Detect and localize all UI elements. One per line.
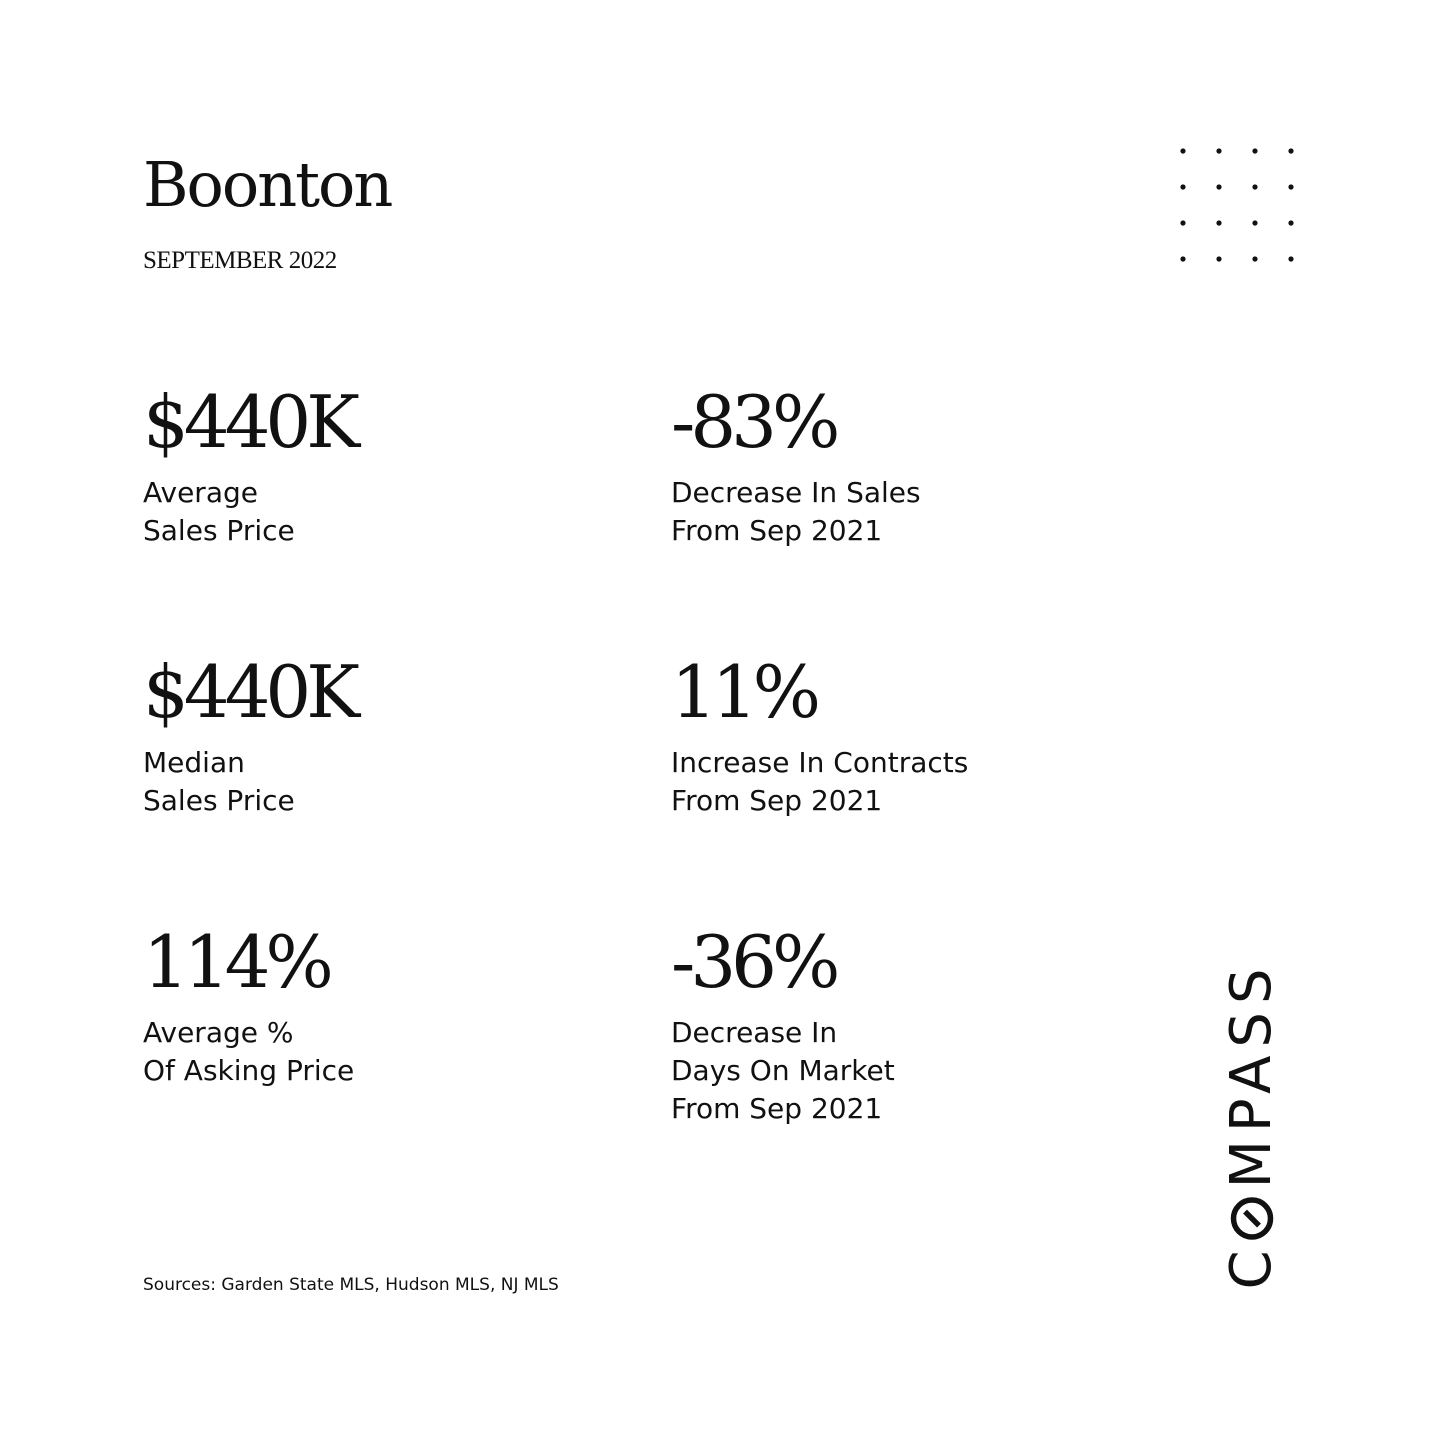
stat-label: Average Sales Price (143, 476, 295, 547)
page-subtitle: SEPTEMBER 2022 (143, 247, 337, 274)
stat-label: Median Sales Price (143, 746, 295, 817)
logo-suffix: MPASS (1219, 960, 1284, 1189)
stat-value: 114% (143, 920, 329, 1004)
stat-days-on-market-change (671, 922, 895, 1128)
dot-grid-decoration (1174, 142, 1300, 268)
stat-label: Decrease In Days On Market From Sep 2021 (671, 1016, 895, 1125)
stat-average-sales-price (143, 382, 355, 550)
stat-label: Increase In Contracts From Sep 2021 (671, 746, 969, 817)
stat-value: -83% (671, 380, 836, 464)
stat-value: $440K (143, 650, 356, 734)
stat-label: Decrease In Sales From Sep 2021 (671, 476, 921, 547)
stat-value: $440K (143, 380, 356, 464)
compass-o-icon (1230, 1196, 1274, 1240)
stat-sales-change (671, 382, 921, 550)
stat-value: -36% (671, 920, 836, 1004)
stat-asking-price-ratio (143, 922, 354, 1090)
sources-note: Sources: Garden State MLS, Hudson MLS, NJ MLS (143, 1275, 559, 1295)
stat-contracts-change (671, 652, 968, 820)
logo-prefix: C (1219, 1242, 1284, 1290)
stat-label: Average % Of Asking Price (143, 1016, 355, 1087)
stat-value: 11% (671, 650, 817, 734)
stat-median-sales-price (143, 652, 355, 820)
page-title: Boonton (143, 148, 392, 221)
